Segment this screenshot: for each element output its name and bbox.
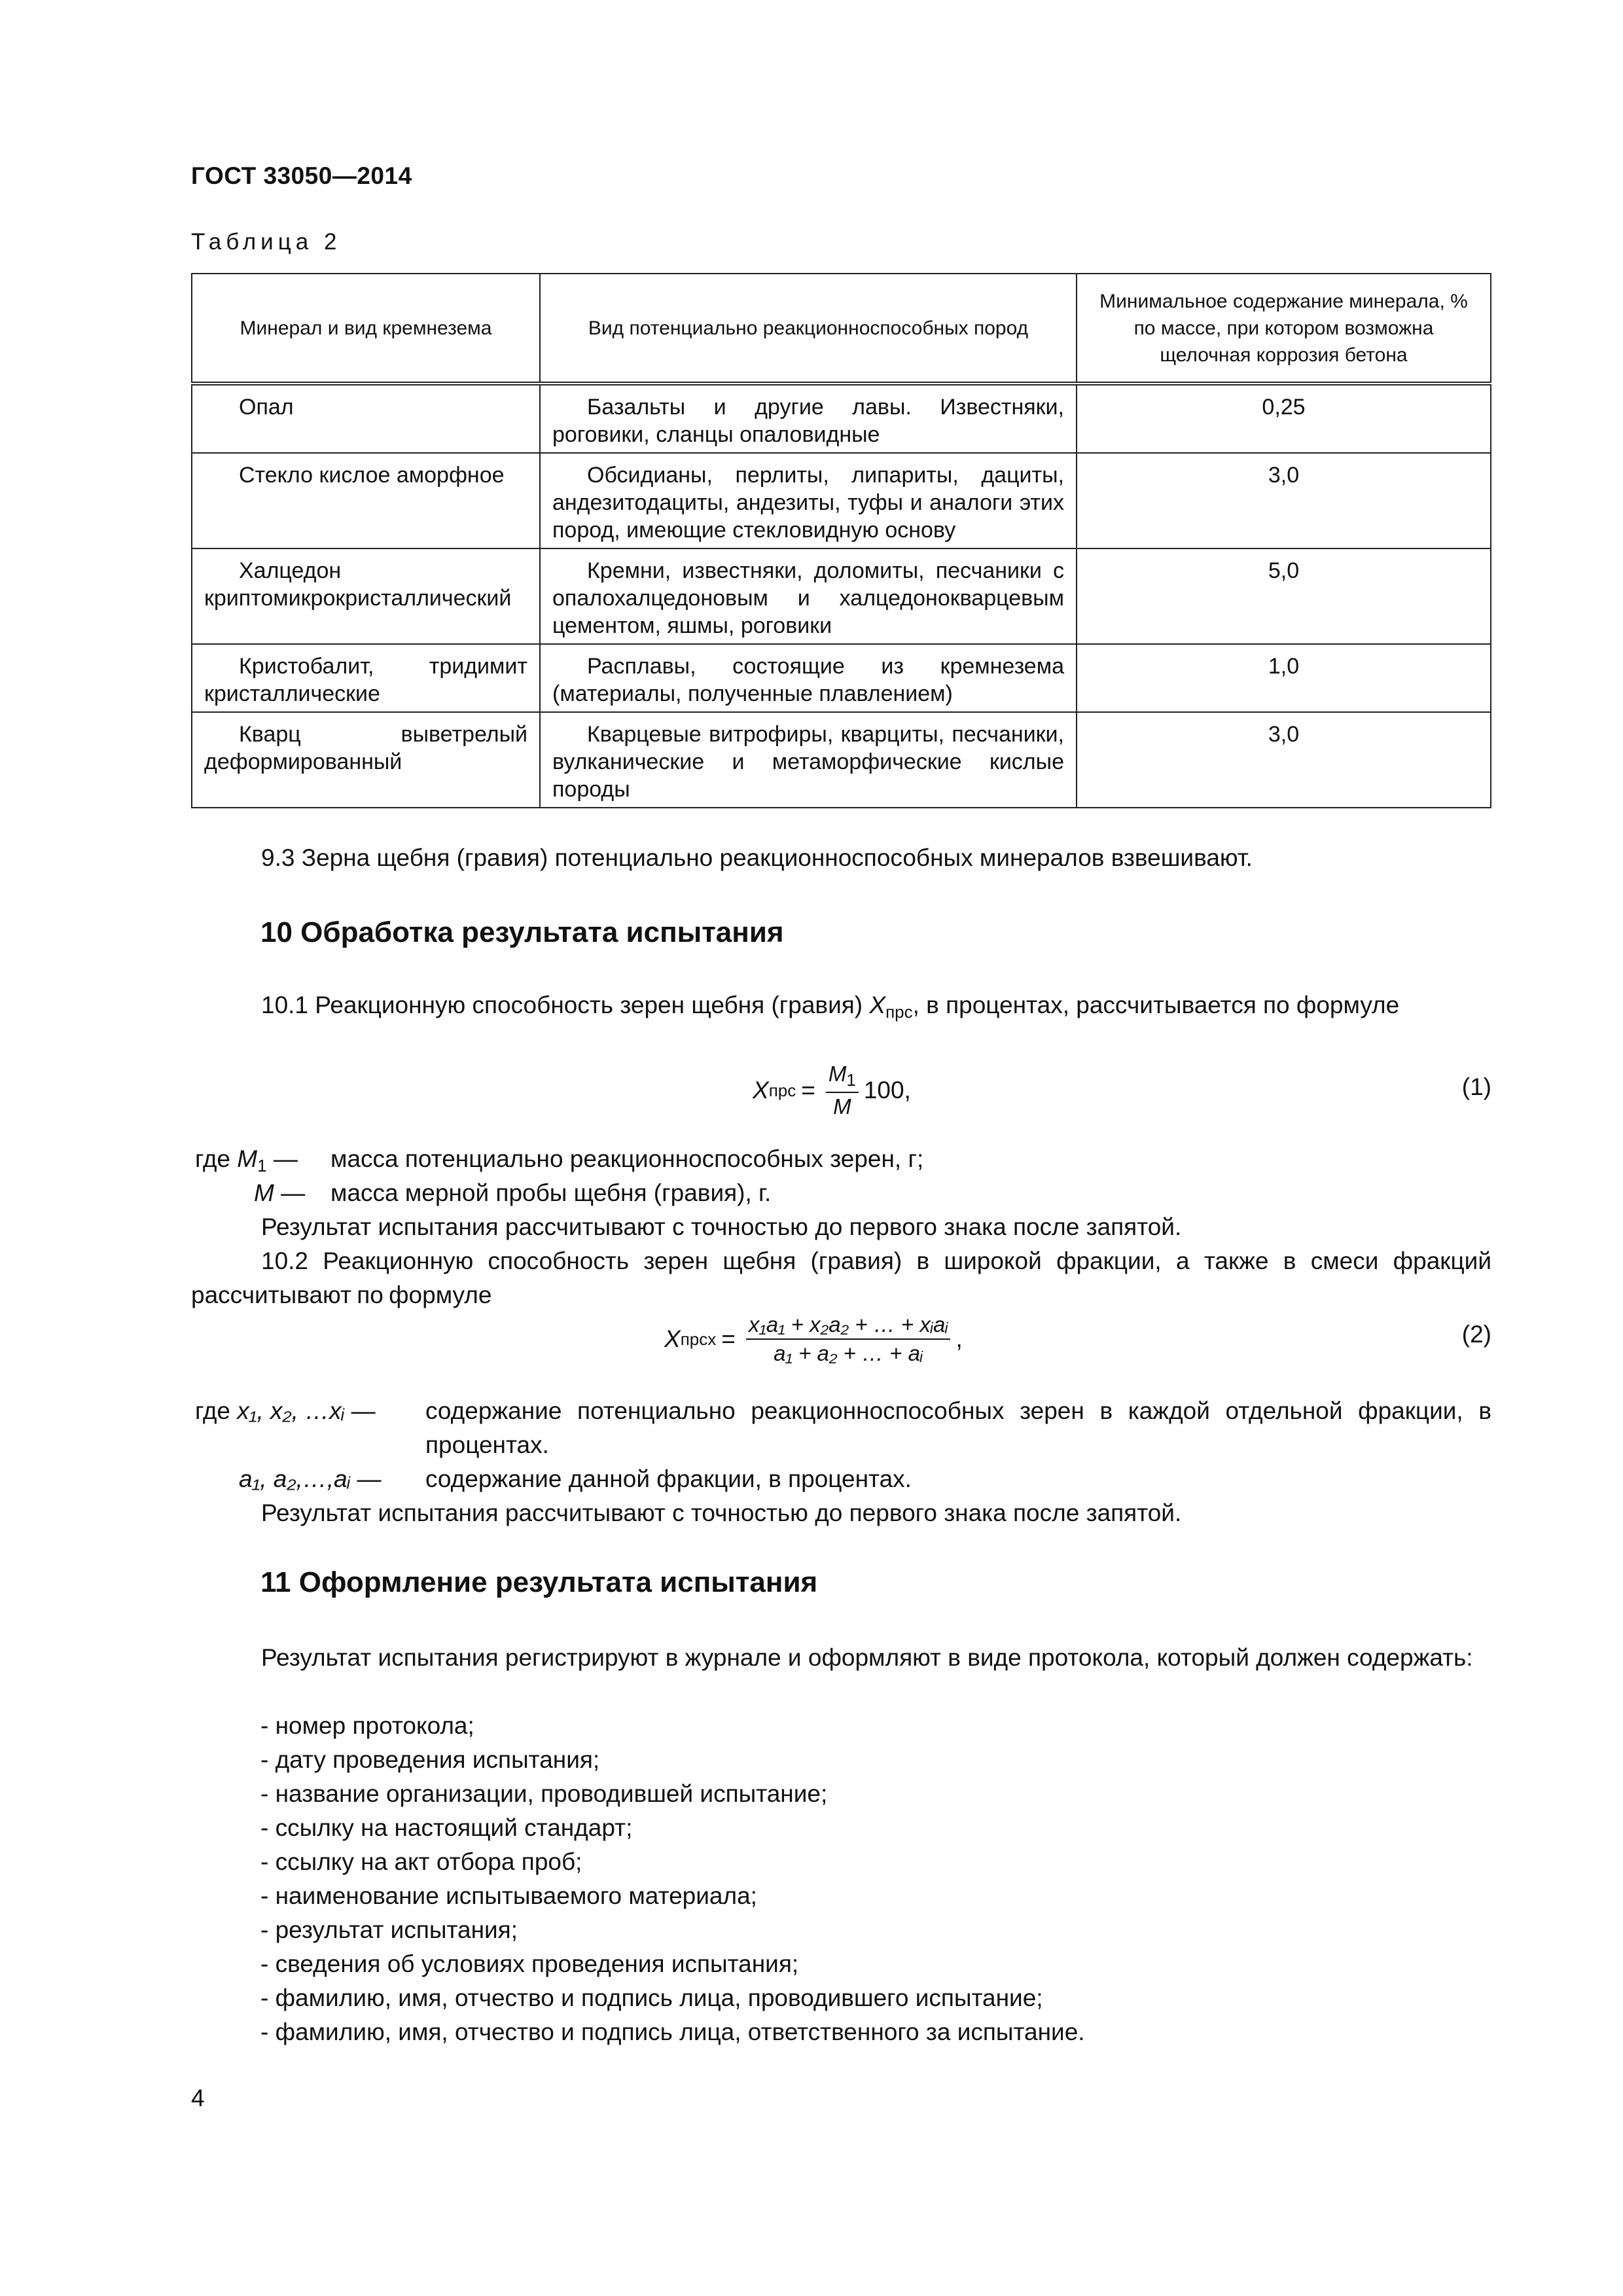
where-dash: — (274, 1179, 306, 1206)
paragraph-10-1 (191, 988, 1491, 1029)
formula-lhs: X (753, 1077, 769, 1103)
fraction (746, 1312, 951, 1366)
table-row (192, 453, 1491, 548)
equation-number: (1) (1461, 1073, 1491, 1100)
where-symbol: M (254, 1179, 274, 1206)
rocks-cell: Расплавы, состоящие из кремнезема (материалы, полученные плавлением) (540, 644, 1077, 712)
mineral-cell: Кварц выветрелый деформированный (192, 712, 540, 808)
paragraph-text: 10.1 Реакционную способность зерен щебня (гравия) (261, 992, 870, 1018)
minerals-table (191, 273, 1491, 808)
table-row (192, 644, 1491, 712)
fraction-numerator (826, 1062, 859, 1093)
column-header: Вид потенциально реакционноспособных пород (540, 274, 1077, 384)
formula-lhs: X (664, 1325, 681, 1352)
list-item: - фамилию, имя, отчество и подпись лица, ответственного за испытание. (260, 2018, 1085, 2045)
equation-number: (2) (1461, 1321, 1491, 1348)
list-item: - ссылку на настоящий стандарт; (260, 1814, 633, 1841)
numerator-subscript: 1 (846, 1070, 856, 1090)
value-cell: 3,0 (1077, 453, 1491, 548)
table-header-row (192, 274, 1491, 384)
fraction-denominator: M (833, 1094, 851, 1119)
section-11-title: 11 Оформление результата испытания (260, 1566, 818, 1598)
where-text: содержание потенциально реакционноспособных зерен в каждой отдельной фракции, в процентах. (425, 1397, 1491, 1458)
rocks-cell: Кварцевые витрофиры, кварциты, песчаники, вулканические и метаморфические кислые породы (540, 712, 1077, 808)
where-prefix: где (195, 1145, 238, 1172)
table-row (192, 712, 1491, 808)
list-item: - ссылку на акт отбора проб; (260, 1848, 582, 1875)
rocks-cell: Обсидианы, перлиты, липариты, дациты, андезитодациты, андезиты, туфы и аналоги этих пород, имеющие стекловидную основу (540, 453, 1077, 548)
where-prefix: где (195, 1397, 238, 1424)
where-dash: — (350, 1465, 382, 1492)
list-item: - дату проведения испытания; (260, 1746, 600, 1773)
section-10-title: 10 Обработка результата испытания (260, 916, 784, 948)
table-row (192, 384, 1491, 453)
column-header: Минимальное содержание минерала, % по массе, при котором возможна щелочная коррозия бетона (1077, 274, 1491, 384)
table-row (192, 548, 1491, 644)
variable-subscript: прс (885, 1002, 913, 1022)
where-text: масса потенциально реакционноспособных зерен, г; (330, 1145, 924, 1172)
variable-symbol: X (869, 992, 886, 1018)
where-dash: — (266, 1145, 298, 1172)
accuracy-note: Результат испытания рассчитывают с точностью до первого знака после запятой. (261, 1499, 1182, 1526)
list-item: - результат испытания; (260, 1916, 518, 1943)
formula-tail: 100, (863, 1077, 911, 1103)
mineral-cell: Халцедон криптомикрокристаллический (192, 548, 540, 644)
fraction-denominator: a₁ + a₂ + … + aᵢ (774, 1341, 923, 1365)
list-item: - наименование испытываемого материала; (260, 1882, 757, 1909)
where-symbol: M (237, 1145, 258, 1172)
where-text: масса мерной пробы щебня (гравия), г. (330, 1179, 772, 1206)
formula-lhs-subscript: прс (768, 1080, 796, 1100)
formula-tail: , (955, 1325, 963, 1352)
rocks-cell: Кремни, известняки, доломиты, песчаники с опалохалцедоновым и халцедонокварцевым цементом, яшмы, роговики (540, 548, 1077, 644)
where-definition (239, 1462, 382, 1496)
formula-lhs-subscript: прсх (680, 1329, 717, 1349)
value-cell: 5,0 (1077, 548, 1491, 644)
equals-sign: = (721, 1325, 736, 1352)
value-cell: 1,0 (1077, 644, 1491, 712)
paragraph-text: , в процентах, рассчитывается по формуле (912, 992, 1400, 1018)
section-11-intro: Результат испытания регистрируют в журнале и оформляют в виде протокола, который должен содержать: (261, 1644, 1473, 1671)
mineral-cell: Стекло кислое аморфное (192, 453, 540, 548)
paragraph-9-3: 9.3 Зерна щебня (гравия) потенциально реакционноспособных минералов взвешивают. (261, 844, 1253, 871)
mineral-cell: Опал (192, 384, 540, 453)
list-item: - название организации, проводившей испытание; (260, 1780, 828, 1807)
value-cell: 3,0 (1077, 712, 1491, 808)
where-subscript: 1 (257, 1156, 267, 1175)
list-item: - сведения об условиях проведения испытания; (260, 1950, 799, 1977)
accuracy-note: Результат испытания рассчитывают с точностью до первого знака после запятой. (261, 1213, 1182, 1240)
where-symbol: x₁, x₂, …xᵢ (237, 1397, 345, 1424)
fraction-numerator: x₁a₁ + x₂a₂ + … + xᵢaᵢ (746, 1312, 951, 1340)
formula-1 (753, 1062, 911, 1119)
value-cell: 0,25 (1077, 384, 1491, 453)
paragraph-10-2: 10.2 Реакционную способность зерен щебня (гравия) в широкой фракции, а также в смеси фракций рассчитывают по формуле (191, 1247, 1491, 1308)
page-number: 4 (191, 2085, 205, 2111)
table-caption: Таблица 2 (191, 229, 342, 255)
list-item: - номер протокола; (260, 1712, 474, 1739)
list-item: - фамилию, имя, отчество и подпись лица, проводившего испытание; (260, 1984, 1043, 2011)
where-definition (195, 1394, 376, 1428)
document-header: ГОСТ 33050—2014 (191, 162, 412, 189)
where-definition (254, 1176, 305, 1210)
where-text: содержание данной фракции, в процентах. (425, 1465, 912, 1492)
rocks-cell: Базальты и другие лавы. Известняки, роговики, сланцы опаловидные (540, 384, 1077, 453)
numerator-symbol: M (828, 1062, 847, 1086)
where-dash: — (344, 1397, 376, 1424)
mineral-cell: Кристобалит, тридимит кристаллические (192, 644, 540, 712)
where-symbol: a₁, a₂,…,aᵢ (239, 1465, 351, 1492)
formula-2 (664, 1312, 963, 1366)
fraction (826, 1062, 859, 1119)
column-header: Минерал и вид кремнезема (192, 274, 540, 384)
equals-sign: = (801, 1077, 815, 1103)
